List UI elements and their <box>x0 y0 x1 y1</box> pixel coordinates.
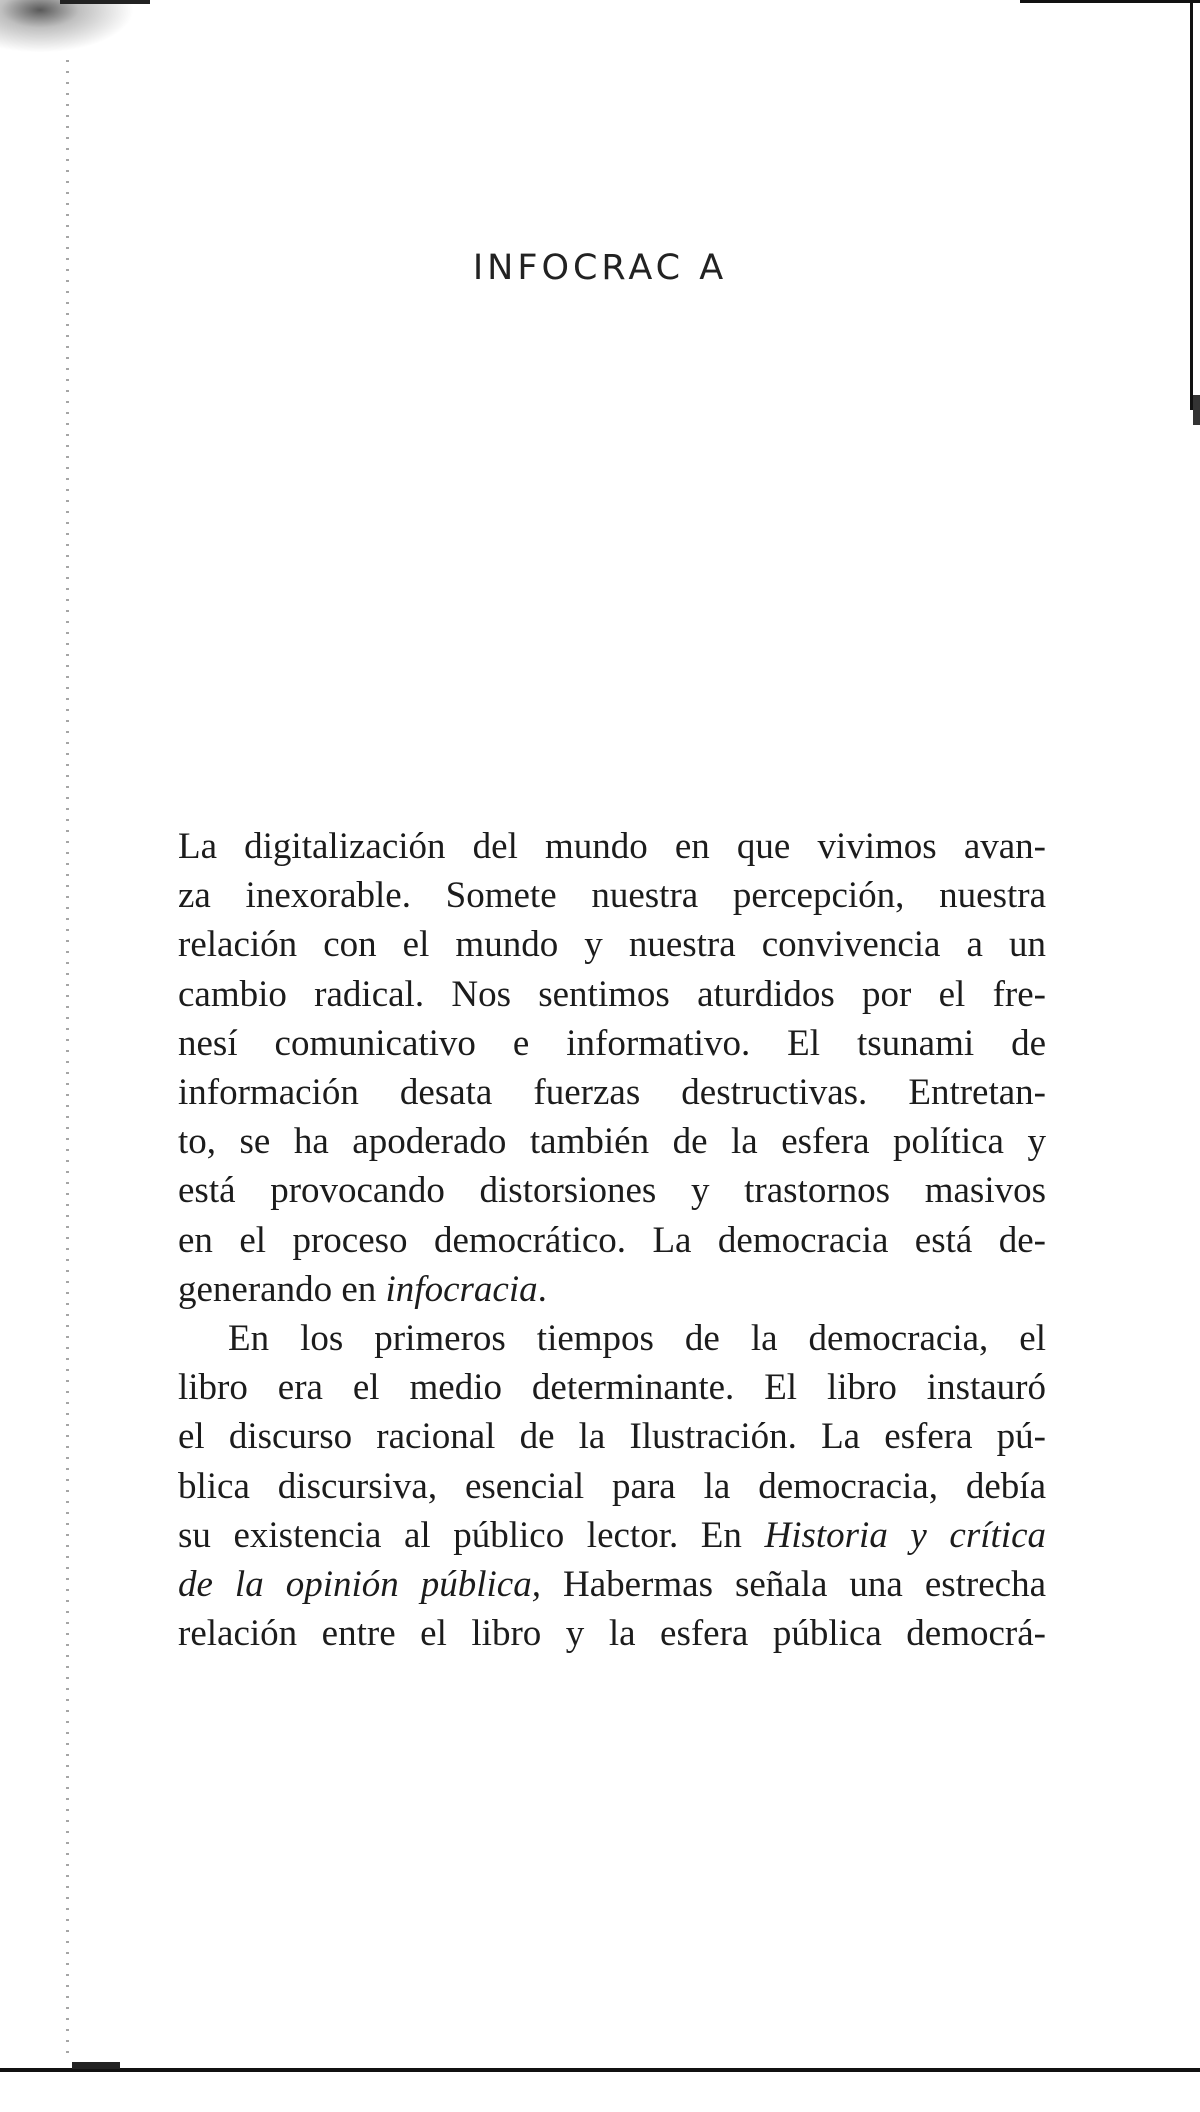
scan-artifact-right-mark <box>1193 395 1200 425</box>
italic-term: infocracia <box>385 1268 538 1310</box>
scan-artifact-bottom-line <box>0 2068 1200 2072</box>
scan-artifact-bottom-mark <box>72 2062 120 2069</box>
text-line: to, se ha apoderado también de la esfera política y <box>178 1121 1046 1163</box>
text-line: cambio radical. Nos sentimos aturdidos por el fre- <box>178 973 1046 1015</box>
italic-book-title: de la opinión pública, <box>178 1564 541 1606</box>
text-line: el discurso racional de la Ilustración. La esfera pú- <box>178 1416 1046 1458</box>
running-head: INFOCRAC A <box>472 248 728 288</box>
text-line: blica discursiva, esencial para la democracia, debía <box>178 1465 1046 1507</box>
italic-book-title: Historia y crítica <box>764 1514 1046 1556</box>
body-text <box>178 822 1046 1658</box>
text-fragment: generando en <box>178 1268 386 1310</box>
scan-artifact-left-dots <box>66 60 69 2060</box>
paragraph-1 <box>178 822 1046 1314</box>
text-fragment: Habermas señala una estrecha <box>540 1564 1047 1606</box>
text-line: está provocando distorsiones y trastornos masivos <box>178 1170 1046 1212</box>
text-line: nesí comunicativo e informativo. El tsunami de <box>178 1022 1046 1064</box>
scan-artifact-right-edge <box>1190 0 1193 410</box>
text-line <box>178 1511 1046 1560</box>
scan-artifact-corner <box>0 0 150 60</box>
text-line: relación con el mundo y nuestra convivencia a un <box>178 924 1046 966</box>
scan-artifact-top-right <box>1020 0 1200 3</box>
text-line: En los primeros tiempos de la democracia, el <box>228 1318 1046 1360</box>
text-line: La digitalización del mundo en que vivimos avan- <box>178 826 1046 867</box>
text-line <box>178 1560 1046 1609</box>
text-line <box>178 1265 1046 1314</box>
text-line: relación entre el libro y la esfera pública democrá- <box>178 1613 1046 1655</box>
text-fragment: su existencia al público lector. En <box>178 1514 765 1556</box>
text-line: en el proceso democrático. La democracia está de- <box>178 1219 1046 1261</box>
text-line: za inexorable. Somete nuestra percepción, nuestra <box>178 875 1046 917</box>
text-line: libro era el medio determinante. El libro instauró <box>178 1367 1046 1409</box>
scan-artifact-top-left <box>60 0 150 4</box>
text-fragment: . <box>537 1268 547 1310</box>
paragraph-2 <box>178 1314 1046 1658</box>
text-line: información desata fuerzas destructivas. Entretan- <box>178 1072 1046 1114</box>
